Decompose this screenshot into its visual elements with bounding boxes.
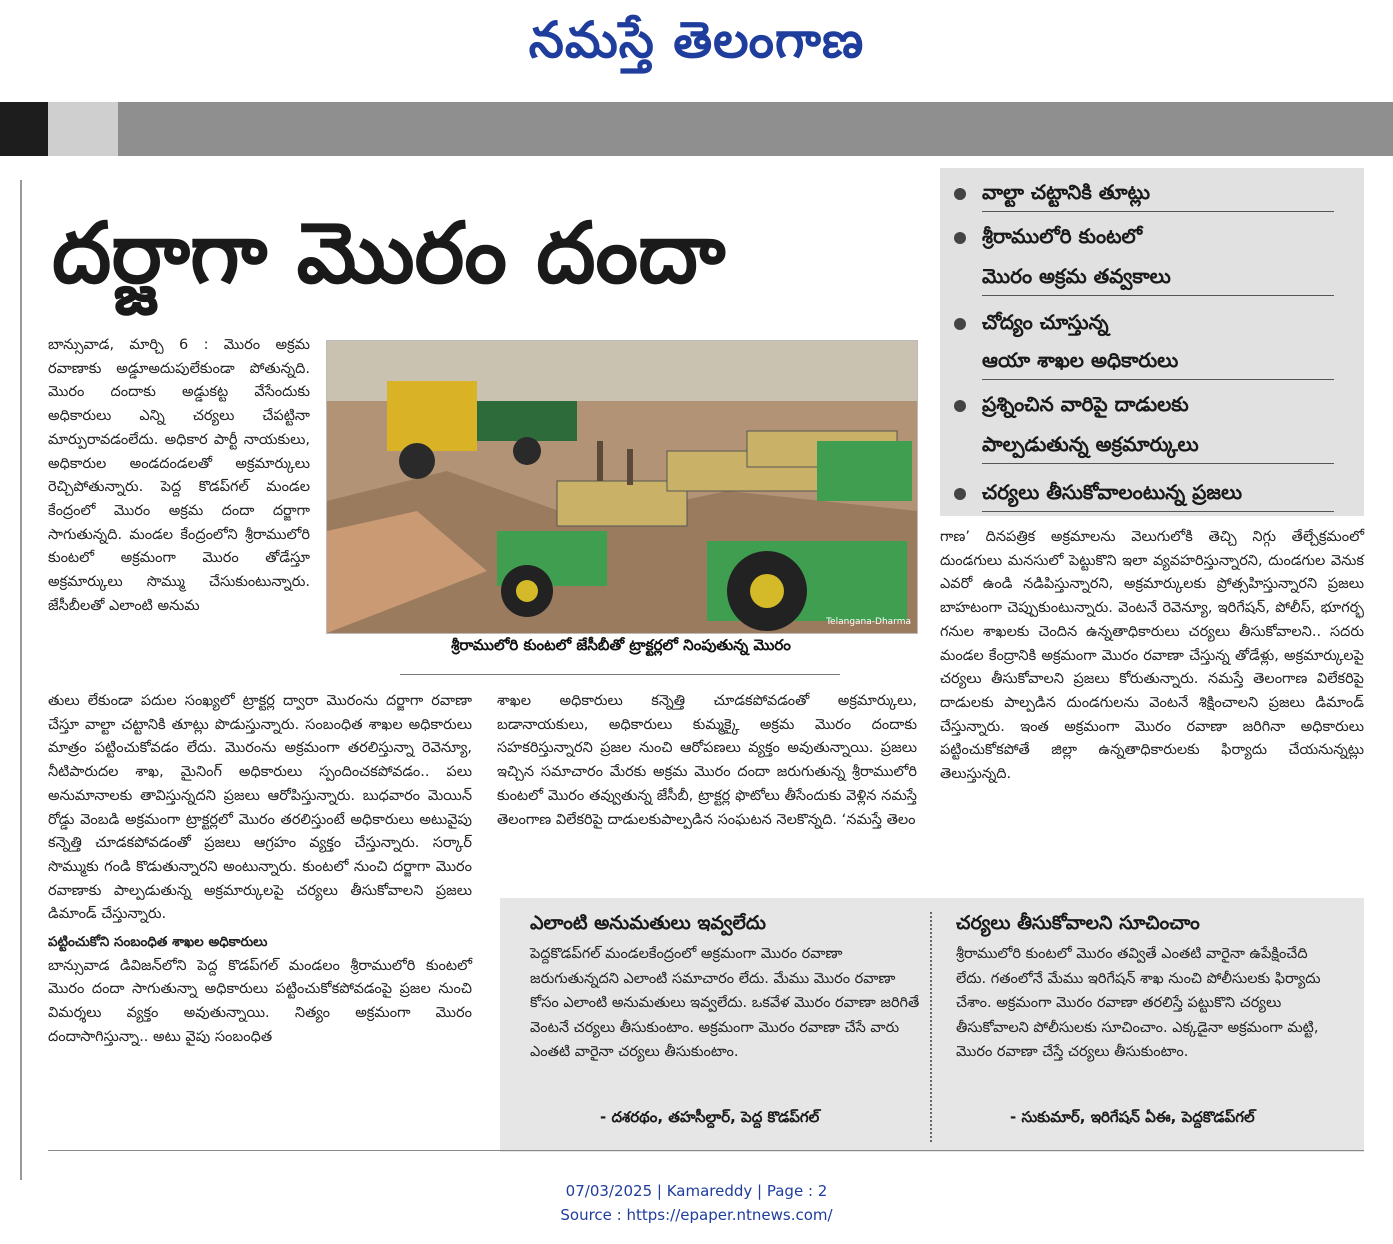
bullet-dot-icon [954, 188, 966, 200]
caption-underline [400, 674, 840, 675]
article-column-1-lower [48, 690, 472, 1050]
highlight-item-continued: ఆయా శాఖల అధికారులు [982, 348, 1334, 380]
footer-rule [48, 1150, 1364, 1151]
quote-body: పెద్దకొడప్‌గల్ మండలకేంద్రంలో అక్రమంగా మొరం రవాణా జరుగుతున్నదని ఎలాంటి సమాచారం లేదు. మేము మొరం రవాణా కోసం ఎలాంటి అనుమతులు ఇవ్వలేదు. ఒకవేళ మొరం రవాణా జరిగితే వెంటనే చర్యలు తీసుకుంటాం. అక్రమంగా మొరం రవాణా చేసే వారు ఎంతటి వారైనా చర్యలు తీసుకుంటాం. [530, 946, 920, 1060]
highlight-item: శ్రీరాములోరి కుంటలో [982, 224, 1334, 255]
quote-body: శ్రీరాములోరి కుంటలో మొరం తవ్వితే ఎంతటి వారైనా ఉపేక్షించేది లేదు. గతంలోనే మేము ఇరిగేషన్ శాఖ నుంచి పోలీసులకు ఫిర్యాదు చేశాం. అక్రమంగా మొరం రవాణా తరలిస్తే పట్టుకొని చర్యలు తీసుకోవాలని పోలీసులకు సూచించాం. ఎక్కడైనా అక్రమంగా మట్టి, మొరం రవాణా చేస్తే చర్యలు తీసుకుంటాం. [956, 946, 1321, 1060]
newspaper-logo: నమస్తే తెలంగాణ [528, 10, 865, 69]
article-column-3: గాణ’ దినపత్రిక అక్రమాలను వెలుగులోకి తెచ్చి నిగ్గు తేల్చేక్రమంలో దుండగులు మనసులో పెట్టుకొని ఇలా వ్యవహరిస్తున్నారని, దుండగుల వెనుక ఎవరో ఉండి నడిపిస్తున్నారని, అక్రమార్కులకు ప్రోత్సహిస్తున్నారని ప్రజలు బాహటంగా చెప్పుకుంటున్నారు. వెంటనే రెవెన్యూ, ఇరిగేషన్, పోలీస్, భూగర్భ గనుల శాఖలకు చెందిన ఉన్నతాధికారులు చర్యలు తీసుకోవాలని.. సదరు మండల కేంద్రానికి అక్రమంగా మొరం రవాణా చేస్తున్న తోడేళ్లు, అక్రమార్కులపై చర్యలు తీసుకోవాలని ప్రజలు కోరుతున్నారు. నమస్తే తెలంగాణ విలేకరిపై దాడులకు పాల్పడిన దుండగులను వెంటనే శిక్షించాలని ప్రజలు డిమాండ్ చేస్తున్నారు. ఇంత అక్రమంగా మొరం రవాణా జరిగినా అధికారులు పట్టించుకోకపోతే జిల్లా ఉన్నతాధికారులకు ఫిర్యాదు చేయనున్నట్లు తెలుస్తున్నది. [940, 529, 1364, 783]
photo-caption: శ్రీరాములోరి కుంటలో జేసీబీతో ట్రాక్టర్లలో నింపుతున్న మొరం [451, 636, 791, 654]
article-subhead: పట్టించుకోని సంబంధిత శాఖల అధికారులు [48, 934, 268, 951]
highlight-item: చర్యలు తీసుకోవాలంటున్న ప్రజలు [982, 480, 1334, 512]
highlight-item-continued: పాల్పడుతున్న అక్రమార్కులు [982, 432, 1334, 464]
highlight-item: వాల్టా చట్టానికి తూట్లు [982, 180, 1334, 212]
bullet-dot-icon [954, 318, 966, 330]
header-banner [0, 102, 1393, 156]
quote-signature: - సుకుమార్, ఇరిగేషన్ ఏఈ, పెద్దకొడప్‌గల్ [1010, 1108, 1255, 1126]
footer-source-link[interactable]: Source : https://epaper.ntnews.com/ [560, 1206, 833, 1224]
bullet-dot-icon [954, 232, 966, 244]
article-headline: దర్జాగా మొరం దందా [52, 204, 726, 302]
bullet-dot-icon [954, 400, 966, 412]
quote-title: చర్యలు తీసుకోవాలని సూచించాం [956, 912, 1200, 934]
highlight-item-continued: మొరం అక్రమ తవ్వకాలు [982, 264, 1334, 296]
article-column-1: బాన్సువాడ, మార్చి 6 : మొరం అక్రమ రవాణాకు అడ్డూఅదుపులేకుండా పోతున్నది. మొరం దందాకు అడ్డుకట్ట వేసేందుకు అధికారులు ఎన్ని చర్యలు చేపట్టినా మార్పురావడంలేదు. అధికార పార్టీ నాయకులు, అధికారుల అండదండలతో అక్రమార్కులు రెచ్చిపోతున్నారు. పెద్ద కొడప్‌గల్ మండల కేంద్రంలో మొరం అక్రమ దందా దర్జాగా సాగుతున్నది. మండల కేంద్రంలోని శ్రీరాములోరి కుంటలో అక్రమంగా మొరం తోడేస్తూ అక్రమార్కులు సొమ్ము చేసుకుంటున్నారు. జేసీబీలతో ఎలాంటి అనుమ [48, 337, 310, 614]
banner-stripe [48, 102, 118, 156]
tractors-excavation-illustration [327, 341, 917, 633]
quote-title: ఎలాంటి అనుమతులు ఇవ్వలేదు [530, 912, 766, 934]
quote-signature: - దశరథం, తహసీల్దార్, పెద్ద కొడప్‌గల్ [600, 1108, 820, 1126]
highlight-item: చోద్యం చూస్తున్న [982, 310, 1334, 341]
article-paragraph: తులు లేకుండా పదుల సంఖ్యలో ట్రాక్టర్ల ద్వారా మొరంను దర్జాగా రవాణా చేస్తూ వాల్టా చట్టానికి తూట్లు పొడుస్తున్నారు. సంబంధిత శాఖల అధికారులు మాత్రం పట్టించుకోవడం లేదు. మొరంను అక్రమంగా తరలిస్తున్నా రెవెన్యూ, నీటిపారుదల శాఖ, మైనింగ్ అధికారులు స్పందించకపోవడం.. పలు అనుమానాలకు తావిస్తున్నదని ప్రజలు ఆరోపిస్తున్నారు. బుధవారం మెయిన్ రోడ్డు వెంబడి అక్రమంగా ట్రాక్టర్లలో మొరం తరలిస్తుంటే అధికారులు అటువైపు కన్నెత్తి చూడకపోవడంతో ప్రజలు ఆగ్రహం వ్యక్తం చేస్తున్నారు. సర్కార్ సొమ్ముకు గండి కొడుతున్నారని అంటున్నారు. కుంటలో నుంచి దర్జాగా మొరం రవాణాకు పాల్పడుతున్న అక్రమార్కులపై చర్యలు తీసుకోవాలని ప్రజలు డిమాండ్ చేస్తున్నారు. [48, 693, 472, 923]
article-paragraph: బాన్సువాడ డివిజన్‌లోని పెద్ద కొడప్‌గల్ మండలం శ్రీరాములోరి కుంటలో మొరం దందా సాగుతున్నా అధికారులు పట్టించుకోకపోవడంపై ప్రజల నుంచి విమర్శలు వ్యక్తం అవుతున్నాయి. నిత్యం అక్రమంగా మొరం దందాసాగిస్తున్నా.. అటు వైపు సంబంధిత [48, 957, 472, 1045]
footer-edition-info: 07/03/2025 | Kamareddy | Page : 2 [565, 1182, 828, 1200]
article-photo [326, 340, 918, 634]
article-column-2: శాఖల అధికారులు కన్నెత్తి చూడకపోవడంతో అక్రమార్కులు, బడానాయకులు, అధికారులు కుమ్మక్కై అక్రమ మొరం దందాకు సహకరిస్తున్నారని ప్రజల నుంచి ఆరోపణలు వ్యక్తం అవుతున్నాయి. ప్రజలు ఇచ్చిన సమాచారం మేరకు అక్రమ మొరం దందా జరుగుతున్న శ్రీరాములోరి కుంటలో మొరం తవ్వుతున్న జేసీబీ, ట్రాక్టర్ల ఫొటోలు తీసేందుకు వెళ్లిన నమస్తే తెలంగాణ విలేకరిపై దాడులకుపాల్పడిన సంఘటన నెలకొన్నది. ‘నమస్తే తెలం [497, 693, 917, 828]
bullet-dot-icon [954, 488, 966, 500]
highlight-item: ప్రశ్నించిన వారిపై దాడులకు [982, 392, 1334, 423]
official-quotes-panel [500, 898, 1364, 1152]
quote-divider [930, 912, 932, 1142]
banner-edge [0, 102, 48, 156]
jcb-excavator [387, 381, 477, 451]
masthead [0, 0, 1393, 90]
left-margin-rule [20, 180, 22, 1180]
highlights-box [940, 168, 1364, 516]
photo-credit: Telangana-Dharma [826, 617, 911, 627]
